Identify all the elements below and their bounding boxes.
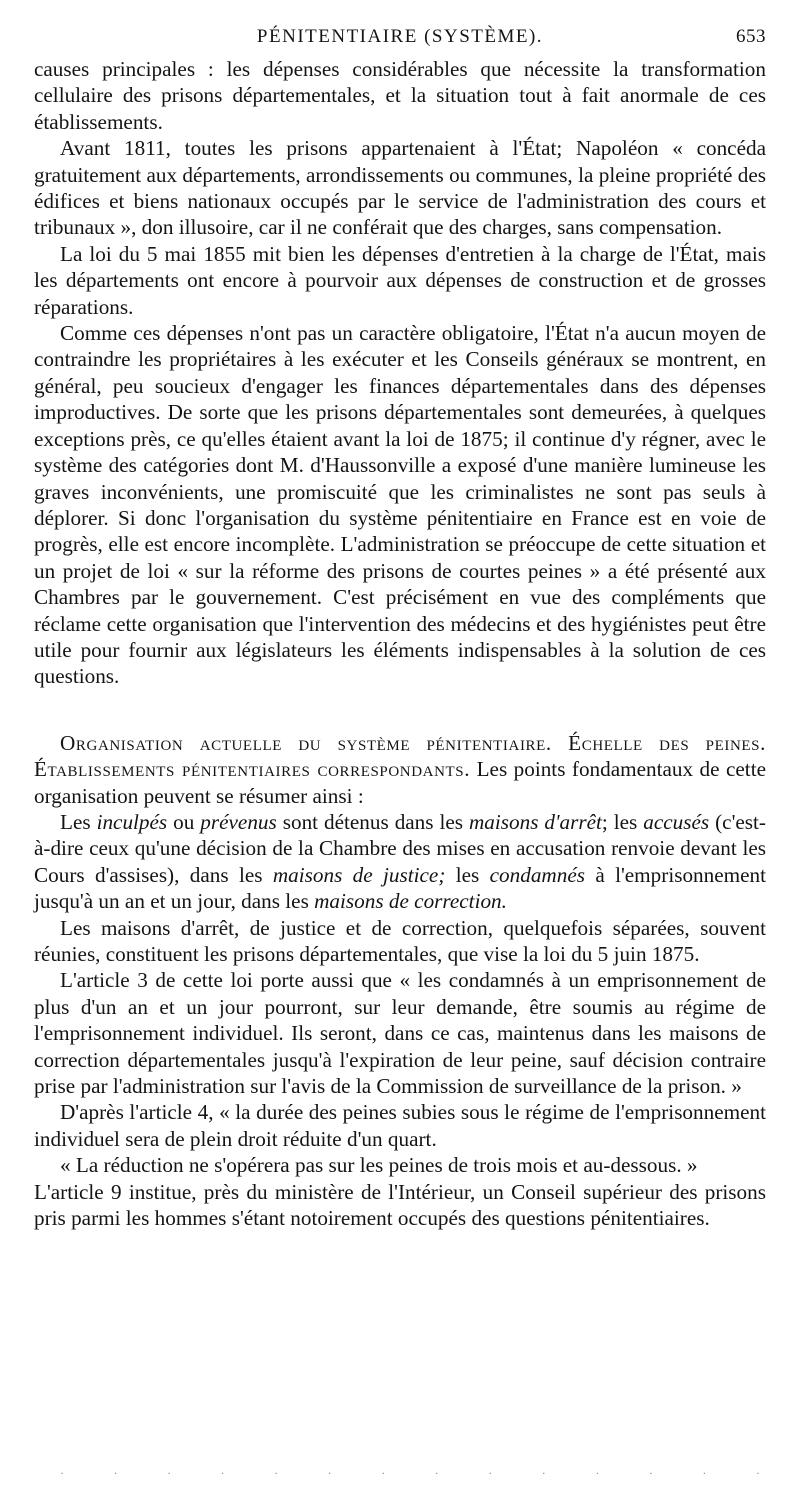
page-number: 653 [736, 26, 766, 47]
text-run: sont détenus dans les [276, 809, 469, 834]
italic-term-accuses: accusés [643, 809, 710, 834]
text-run: à l'emprisonnement jusqu'à un an et un jour, dans les [34, 862, 766, 914]
text-run: les [445, 862, 490, 887]
paragraph-depenses: Comme ces dépenses n'ont pas un caractère obligatoire, l'État n'a aucun moyen de contraindre les propriétaires à les exécuter et les Conseils généraux se montrent, en général, peu soucieux d'engager les finances départementales dans des dépenses improductives. De sorte que les prisons départementales sont demeurées, à quelques exceptions près, ce qu'elles étaient avant la loi de 1875; il continue d'y régner, avec le système des catégories dont M. d'Haussonville a exposé d'une manière lumineuse les graves inconvénients, une promiscuité que les criminalistes ne sont pas seuls à déplorer. Si donc l'organisation du système pénitentiaire en France est en voie de progrès, elle est encore incomplète. L'administration se préoccupe de cette situation et un projet de loi « sur la réforme des prisons de courtes peines » a été présenté aux Chambres par le gouvernement. C'est précisément en vue des compléments que réclame cette organisation que l'intervention des médecins et des hygiénistes peut être utile pour fournir aux législateurs les éléments indispensables à la solution de ces questions. [34, 321, 766, 689]
section-gap [34, 690, 766, 730]
paragraph-article-9: L'article 9 institue, près du ministère de l'Intérieur, un Conseil supérieur des prisons pris parmi les hommes s'étant notoirement occupés des questions pénitentiaires. [34, 1179, 766, 1231]
paragraph-categories [34, 809, 766, 915]
text-run: Les [60, 809, 97, 834]
paragraph-continuation: causes principales : les dépenses considérables que nécessite la transformation cellulaire des prisons départementales, et la situation tout à fait anormale de ces établissements. [34, 57, 766, 134]
italic-term-inculpes: inculpés [96, 809, 168, 834]
paragraph-article-3: L'article 3 de cette loi porte aussi que « les condamnés à un emprisonnement de plus d'un an et un jour pourront, sur leur demande, être soumis au régime de l'emprisonnement individuel. Ils seront, dans ce cas, maintenus dans les maisons de correction départementales jusqu'à l'expiration de leur peine, sauf décision contraire prise par l'administration sur l'avis de la Commission de surveillance de la prison. » [34, 968, 766, 1099]
paragraph-organisation [34, 730, 766, 809]
italic-term-prevenus: prévenus [200, 809, 277, 834]
section-intro-text: Les points fondamentaux de cette organisation peuvent se résumer ainsi : [34, 757, 766, 808]
paragraph-article-4: D'après l'article 4, « la durée des peines subies sous le régime de l'emprisonnement individuel sera de plein droit réduite d'un quart. [34, 1100, 766, 1151]
paragraph-loi-1855: La loi du 5 mai 1855 mit bien les dépenses d'entretien à la charge de l'État, mais les départements ont encore à pourvoir aux dépenses de construction et de grosses réparations. [34, 241, 766, 319]
text-run: ou [167, 809, 201, 834]
page-bottom-specks: · · · · · · · · · · · · · · [60, 1466, 760, 1480]
running-head [34, 26, 766, 56]
document-page [34, 26, 766, 1231]
paragraph-avant-1811: Avant 1811, toutes les prisons appartenaient à l'État; Napoléon « concéda gratuitement aux départements, arrondissements ou communes, la pleine propriété des édifices et biens nationaux occupés par le service de l'administration des cours et tribunaux », don illusoire, car il ne conférait que des charges, sans compensation. [34, 136, 766, 240]
text-run: ; les [601, 809, 644, 834]
italic-term-maisons-arret: maisons d'arrêt [468, 809, 602, 834]
section-heading: Organisation actuelle du système pénitentiaire. Échelle des peines. Établissements pénitentiaires correspondants. [34, 730, 766, 782]
italic-term-condamnes: condamnés [489, 862, 585, 887]
paragraph-maisons: Les maisons d'arrêt, de justice et de correction, quelquefois séparées, souvent réunies, constituent les prisons départementales, que vise la loi du 5 juin 1875. [34, 915, 766, 966]
italic-term-maisons-justice: maisons de justice; [272, 862, 446, 887]
italic-term-maisons-correction: maisons de correction. [314, 889, 507, 914]
text-run: (c'est-à-dire ceux qu'une décision de la Chambre des mises en accusation renvoie devant les Cours d'assises), dans les [34, 809, 766, 887]
paragraph-reduction: « La réduction ne s'opérera pas sur les peines de trois mois et au-dessous. » [60, 1153, 698, 1178]
running-title: PÉNITENTIAIRE (SYSTÈME). [256, 26, 544, 47]
